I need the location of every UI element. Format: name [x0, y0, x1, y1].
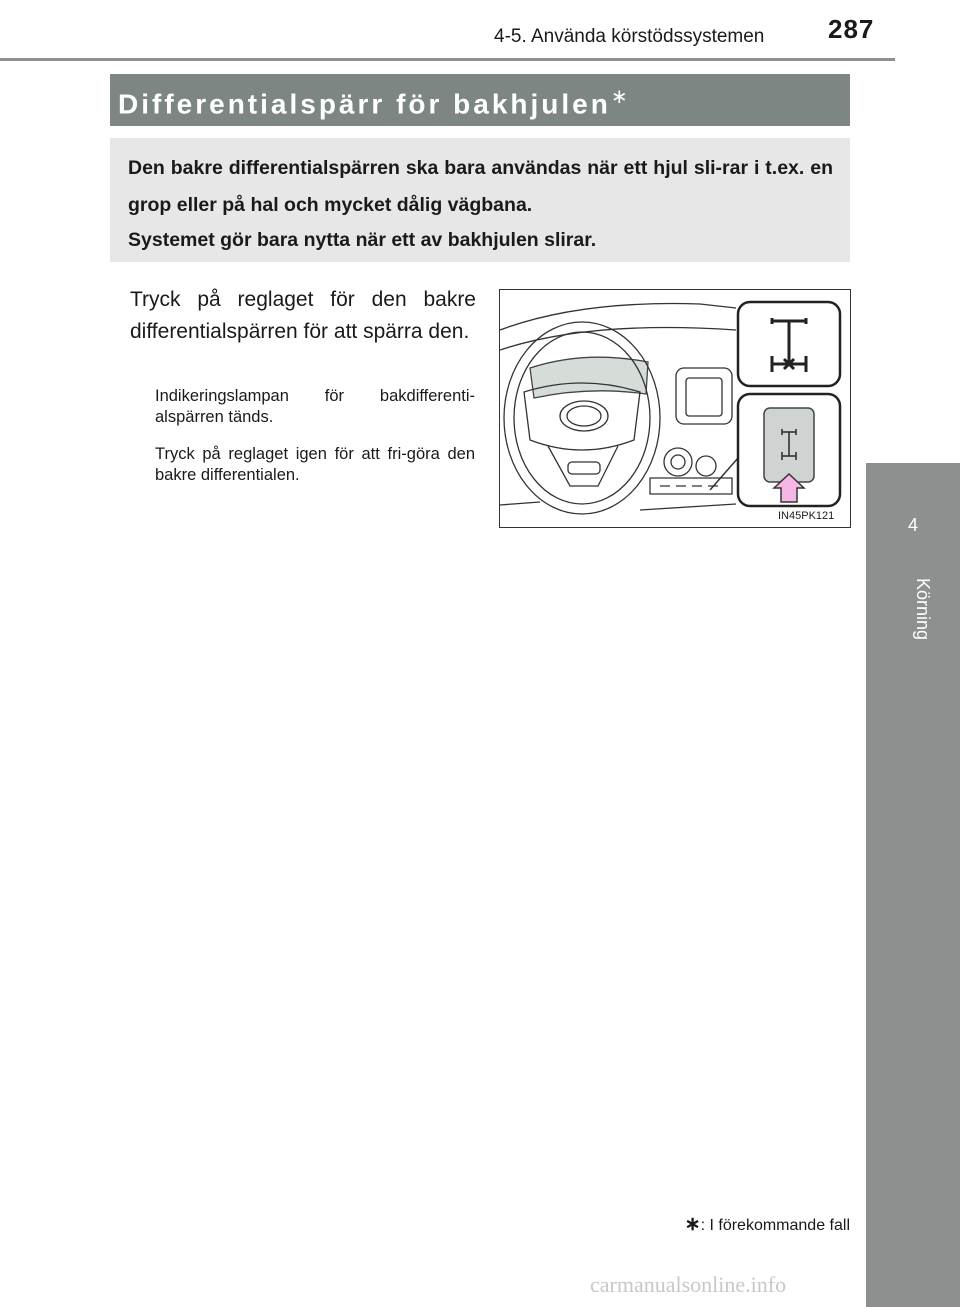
title-asterisk: ∗ — [610, 86, 628, 108]
page-title — [118, 84, 628, 120]
note-indicator-lamp: Indikeringslampan för bakdifferenti-alspärren tänds. — [155, 387, 475, 426]
intro-paragraph-2: Systemet gör bara nytta när ett av bakhjulen slirar. — [128, 229, 597, 251]
footnote-asterisk: ∗ — [684, 1214, 701, 1235]
indicator-callout — [738, 302, 840, 386]
watermark: carmanualsonline.info — [590, 1272, 787, 1297]
figure-code: IN45PK121 — [778, 510, 835, 522]
chapter-label: Körning — [913, 578, 933, 641]
chapter-number: 4 — [907, 515, 918, 535]
footnote — [620, 1213, 850, 1236]
header-rule — [0, 58, 895, 61]
dashboard-drawing — [500, 290, 850, 527]
page-number: 287 — [828, 14, 875, 44]
section-heading: 4-5. Använda körstödssystemen — [494, 26, 765, 47]
page-title-text: Differentialspärr för bakhjulen — [118, 88, 611, 120]
note-release: Tryck på reglaget igen för att fri-göra den bakre differentialen. — [155, 445, 475, 484]
dashboard-illustration — [499, 289, 851, 528]
footnote-text: : I förekommande fall — [700, 1217, 850, 1234]
switch-callout — [738, 394, 840, 506]
instruction-text: Tryck på reglaget för den bakre differentialspärren för att spärra den. — [130, 288, 476, 343]
intro-paragraph-1: Den bakre differentialspärren ska bara användas när ett hjul sli-rar i t.ex. en grop eller på hal och mycket dålig vägbana. — [128, 157, 833, 216]
